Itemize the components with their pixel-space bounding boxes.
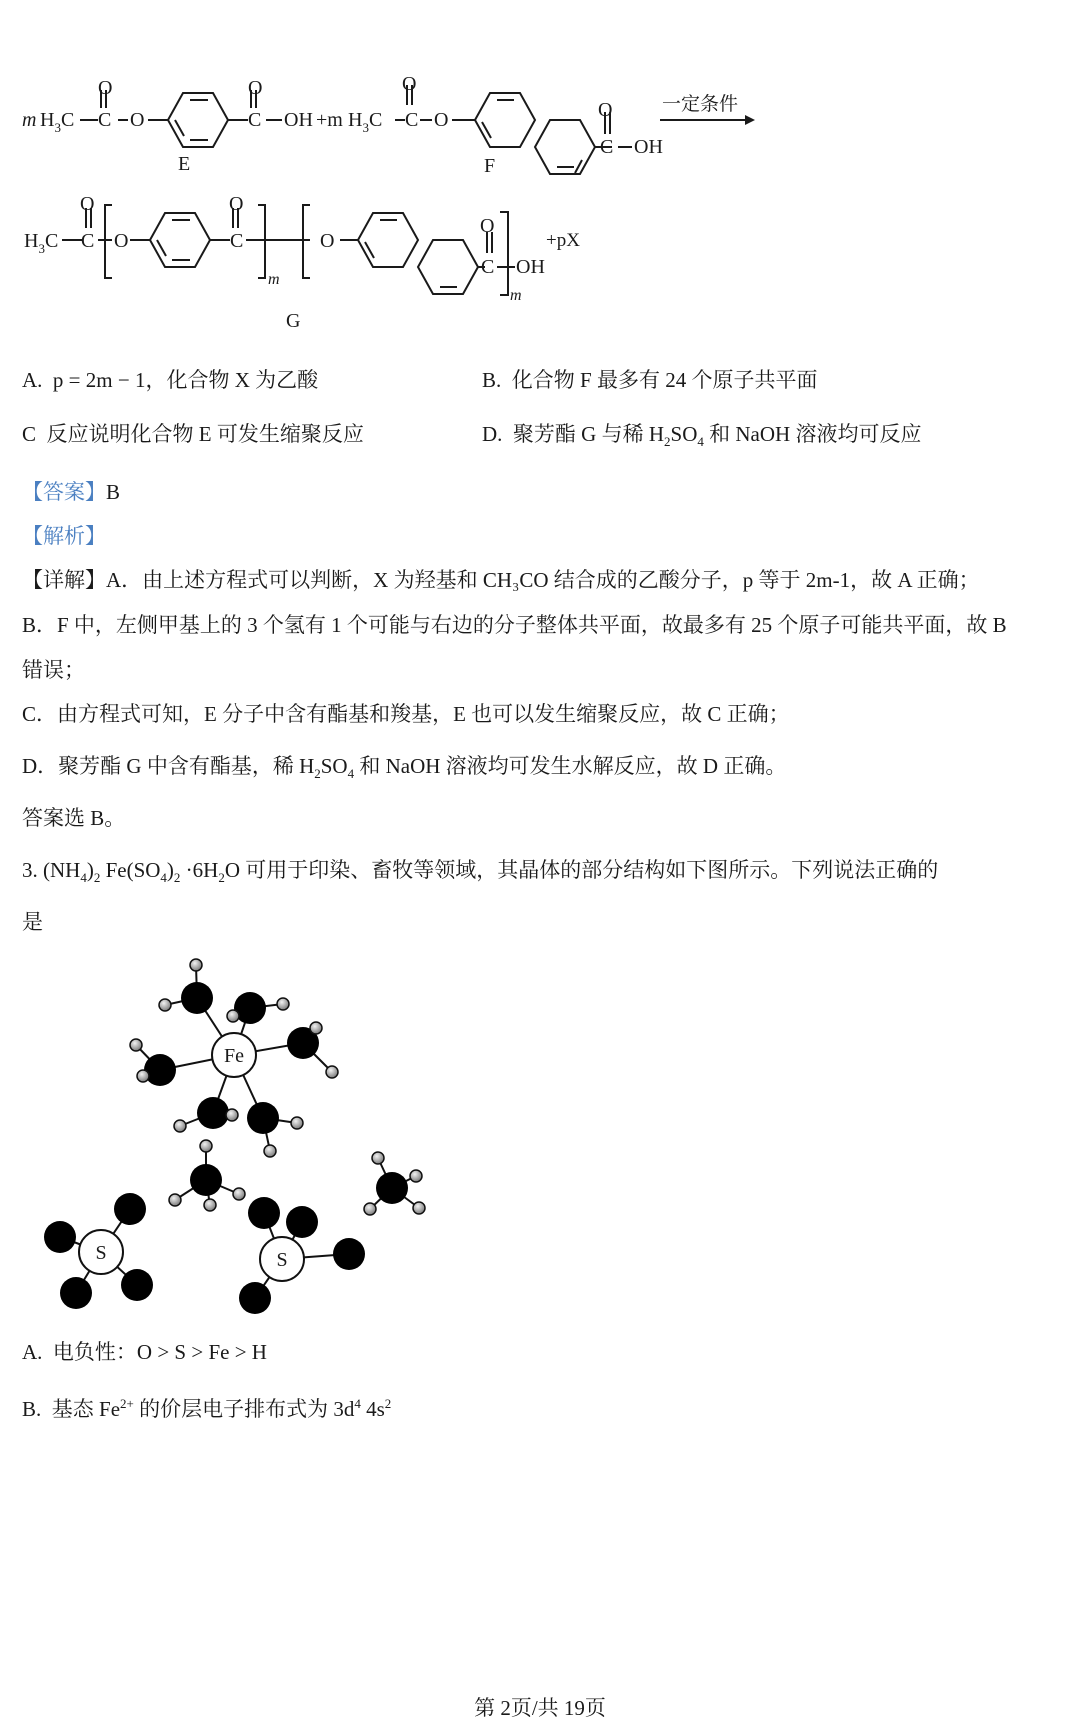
s-label-1: S <box>95 1242 107 1264</box>
reaction-condition: 一定条件 <box>662 94 739 115</box>
svg-text:C: C <box>81 230 95 252</box>
svg-text:H3C: $H_3C$ <box>24 230 59 256</box>
coefficient-m: m <box>22 109 37 131</box>
svg-text:O: O <box>248 77 263 99</box>
detail-line-c: C．由方程式可知，E 分子中含有酯基和羧基，E 也可以发生缩聚反应，故 C 正确； <box>22 702 790 726</box>
fe-label: Fe <box>224 1045 244 1067</box>
compound-f-label: F <box>484 155 496 177</box>
reaction-scheme <box>0 60 1080 350</box>
analysis-label: 【解析】 <box>22 524 106 548</box>
svg-text:m: m <box>268 271 280 288</box>
svg-text:C: C <box>600 136 614 158</box>
svg-text:O: O <box>98 77 113 99</box>
compound-g-label: G <box>286 310 301 332</box>
q3-option-b: B. 基态 $Fe^{2+}$ 的价层电子排布式为 $3d^4$ $4s^2$ <box>22 1396 392 1421</box>
svg-text:C: C <box>405 109 419 131</box>
q3-stem: 3. $(NH_4)_2$ $Fe(SO_4)_2 \cdot 6H_2O$ 可用于印染、畜牧等领域，其晶体的部分结构如下图所示。下列说法正确的 <box>22 858 939 886</box>
svg-text:O: O <box>434 109 449 131</box>
svg-text:C: C <box>230 230 244 252</box>
svg-text:C: C <box>481 256 495 278</box>
svg-text:O: O <box>114 230 129 252</box>
svg-text:OH: OH <box>284 109 313 131</box>
conclusion: 答案选 B。 <box>22 806 126 830</box>
byproduct-px: +pX <box>546 230 580 251</box>
h3c-e: $H_3C$ <box>40 109 75 135</box>
svg-text:OH: OH <box>516 256 545 278</box>
detail-line-a: 【详解】A．由上述方程式可以判断，X 为羟基和 CH₃CO 结合成的乙酸分子，p 等于 2m-1，故 A 正确； <box>22 568 980 592</box>
svg-text:C: C <box>98 109 112 131</box>
compound-e-label: E <box>178 153 191 175</box>
svg-text:O: O <box>402 73 417 95</box>
answer-label: 【答案】 <box>22 480 106 504</box>
answer-line <box>22 478 120 506</box>
detail-line-d: D．聚芳酯 G 中含有酯基，稀 $H_2SO_4$ 和 NaOH 溶液均可发生水解反应，故 D 正确。 <box>22 754 787 782</box>
plus-m: +m <box>316 109 343 131</box>
svg-text:H3C: $H_3C$ <box>348 109 383 135</box>
svg-text:O: O <box>80 193 95 215</box>
svg-text:O: O <box>130 109 145 131</box>
q2-option-c: C 反应说明化合物 E 可发生缩聚反应 <box>22 422 364 446</box>
q2-option-a: A. p = 2m − 1，化合物 X 为乙酸 <box>22 368 319 392</box>
answer-value: B <box>106 480 121 504</box>
svg-text:C: C <box>248 109 262 131</box>
svg-text:O: O <box>480 215 495 237</box>
q2-option-b: B. 化合物 F 最多有 24 个原子共平面 <box>482 368 818 392</box>
crystal-structure-figure <box>0 950 500 1330</box>
detail-line-b-cont: 错误； <box>22 658 85 682</box>
q3-formula: $(NH_4)_2$ $Fe(SO_4)_2 \cdot 6H_2O$ <box>43 858 241 886</box>
q3-option-a: A. 电负性：O > S > Fe > H <box>22 1340 267 1364</box>
s-label-2: S <box>276 1249 288 1271</box>
q2-option-d: D. 聚芳酯 G 与稀 $H_2SO_4$ 和 NaOH 溶液均可反应 <box>482 422 922 450</box>
svg-text:O: O <box>320 230 335 252</box>
svg-text:m: m <box>510 287 522 304</box>
svg-text:O: O <box>598 99 613 121</box>
page-footer: 第 2页/共 19页 <box>474 1696 606 1720</box>
svg-text:OH: OH <box>634 136 663 158</box>
detail-line-b: B．F 中，左侧甲基上的 3 个氢有 1 个可能与右边的分子整体共平面，故最多有 25 个原子可能共平面，故 B <box>22 613 1007 637</box>
q3-stem-cont: 是 <box>22 910 43 934</box>
svg-text:O: O <box>229 193 244 215</box>
